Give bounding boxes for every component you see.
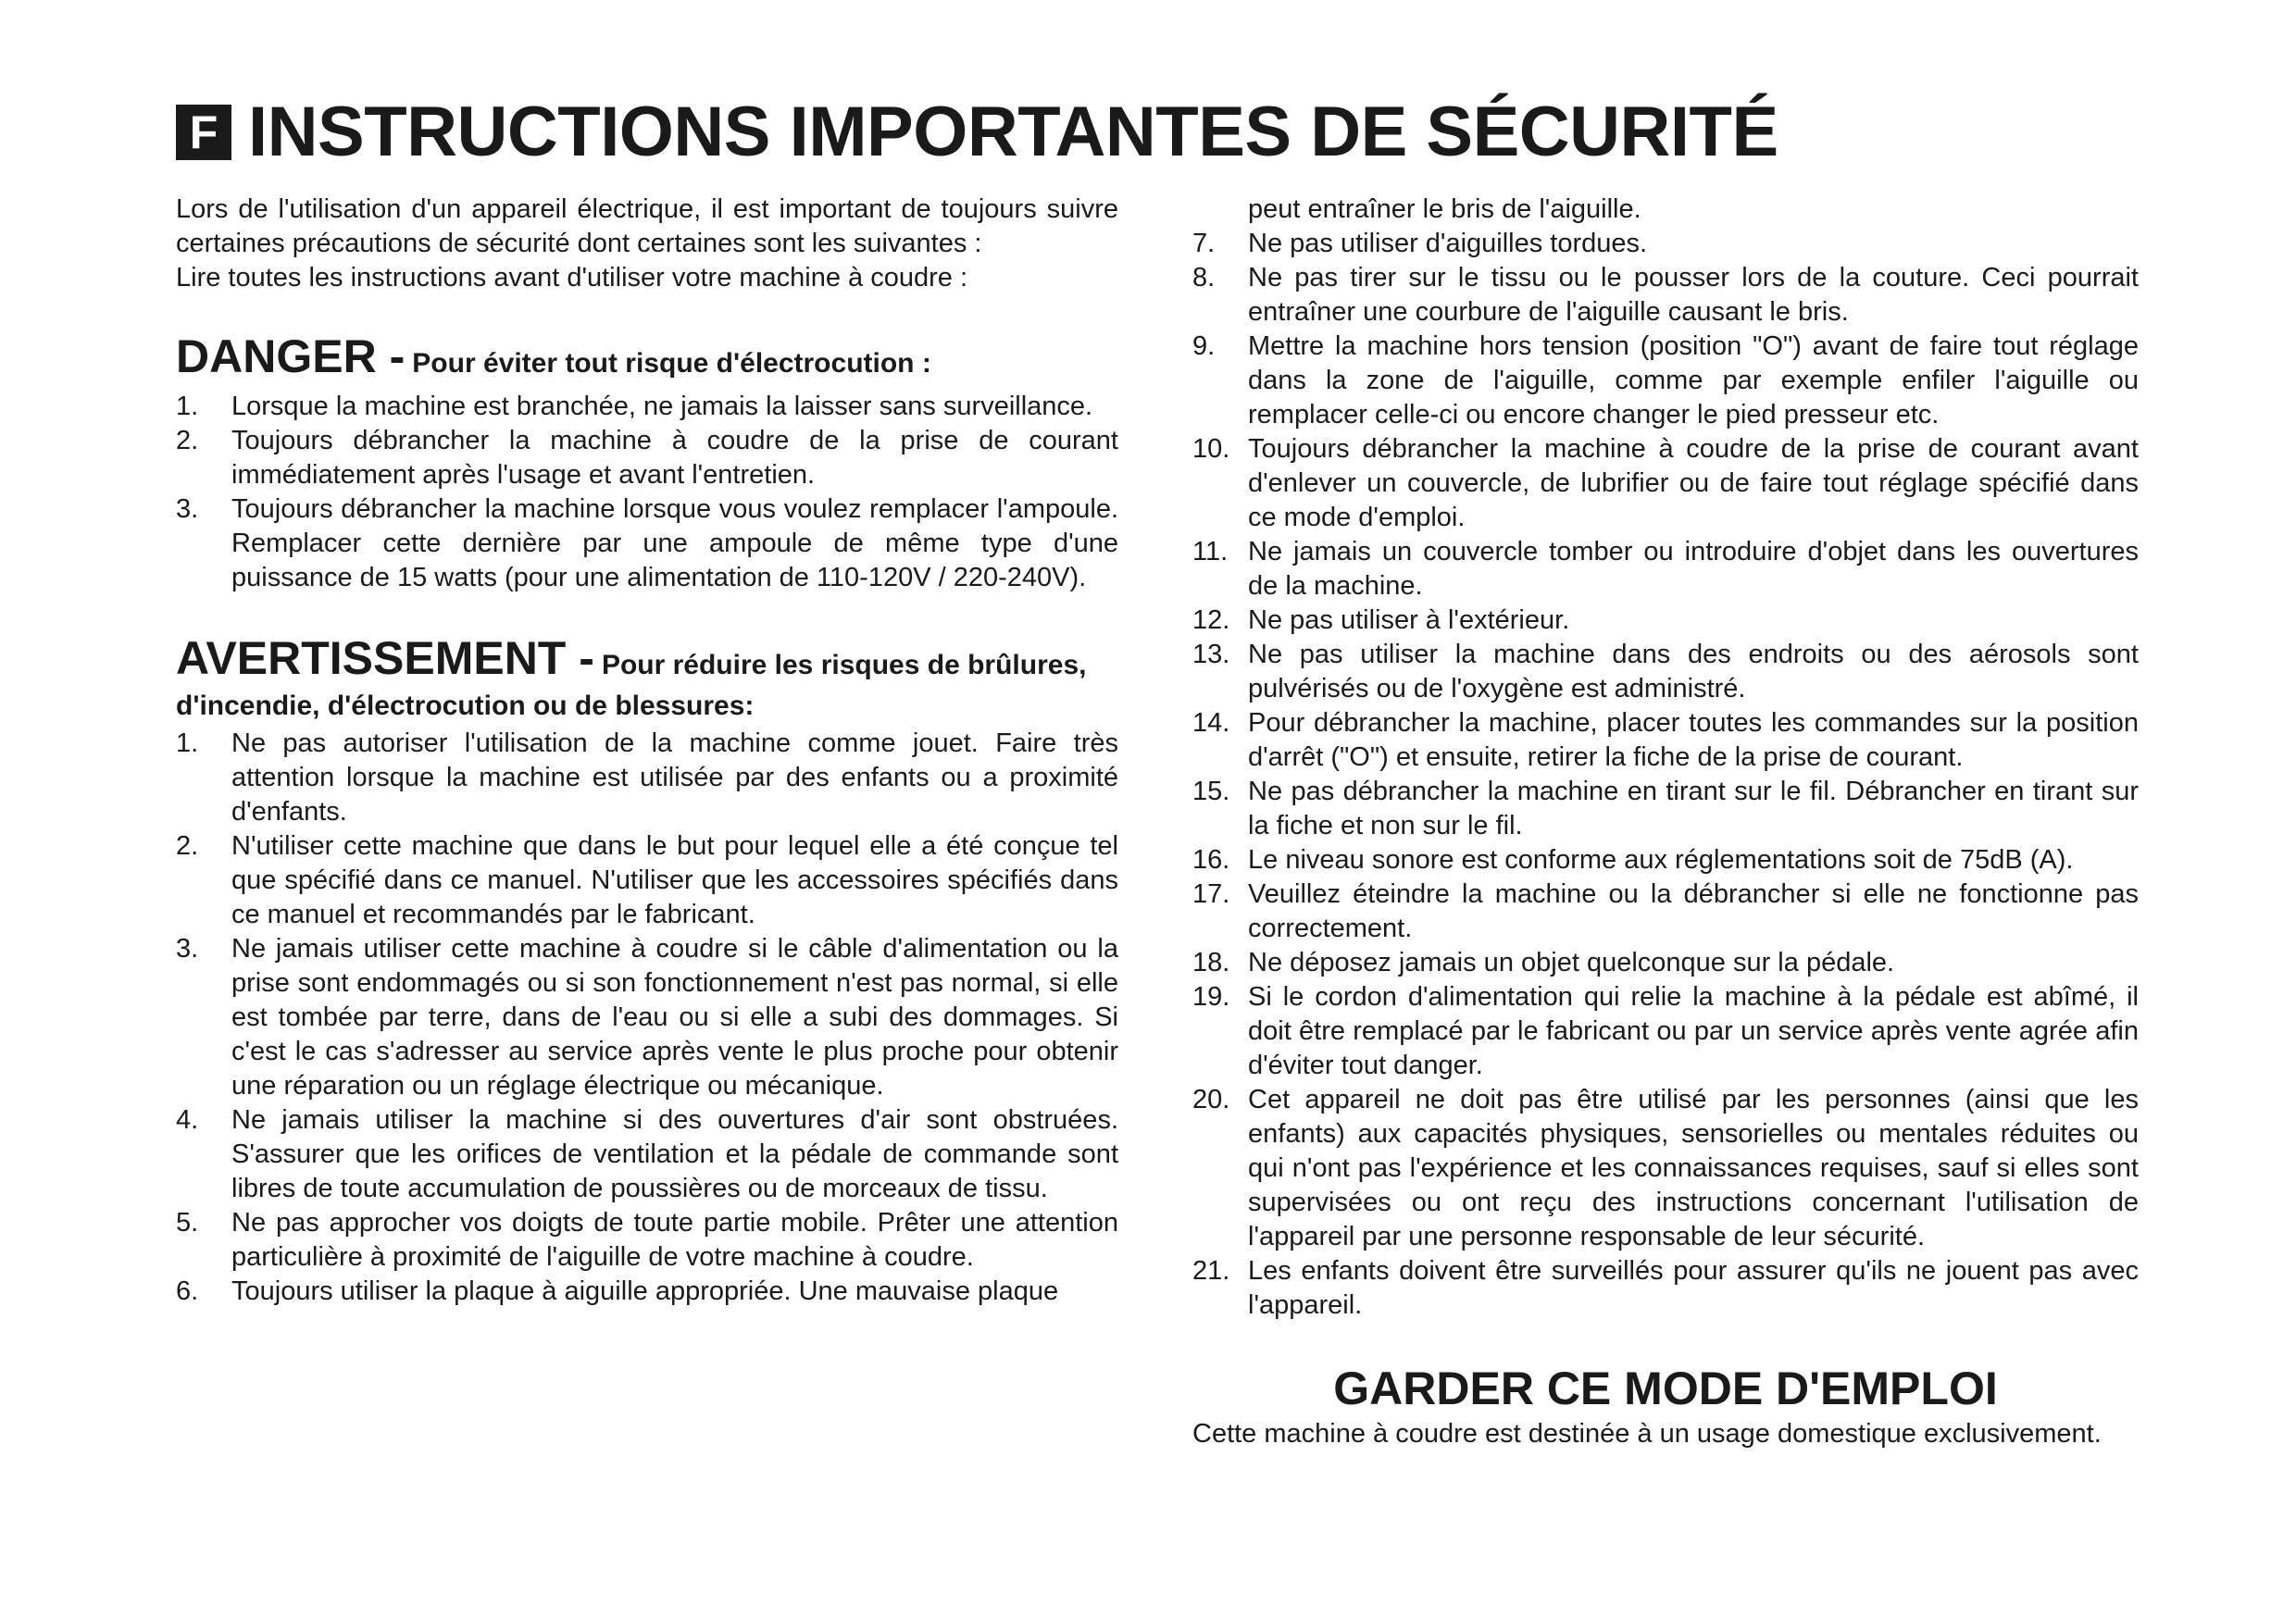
list-item [176,1275,1118,1309]
keep-manual-title: GARDER CE MODE D'EMPLOI [1333,1363,1998,1414]
item-text: Ne jamais utiliser cette machine à coudre si le câble d'alimentation ou la prise sont endommagés ou si son fonctionnement n'est pas normal, si elle est tombée par terre, dans de l'eau ou si elle a subi des dommages. Si c'est le cas s'adresser au service après vente le plus proche pour obtenir une réparation ou un réglage électrique ou mécanique. [231,934,1118,1101]
item-text: Ne pas utiliser d'aiguilles tordues. [1248,229,1648,258]
avertissement-list-continued [1192,227,2139,1323]
page-title: INSTRUCTIONS IMPORTANTES DE SÉCURITÉ [248,93,1778,171]
item-text: Ne pas débrancher la machine en tirant sur le fil. Débrancher en tirant sur la fiche et non sur le fil. [1248,777,2139,840]
danger-heading [176,330,1118,390]
list-item [1192,843,2139,877]
list-item [1192,877,2139,946]
list-item [1192,1254,2139,1323]
item-text: Toujours utiliser la plaque à aiguille appropriée. Une mauvaise plaque [231,1276,1059,1306]
list-item [176,390,1118,424]
danger-heading-label: DANGER - [176,330,406,382]
item-text: Veuillez éteindre la machine ou la débrancher si elle ne fonctionne pas correctement. [1248,879,2139,943]
list-item [1192,604,2139,638]
item-text: Cet appareil ne doit pas être utilisé par les personnes (ainsi que les enfants) aux capacités physiques, sensorielles ou mentales réduites ou qui n'ont pas l'expérience et les connaissances requises, sauf si elles sont supervisées ou ont reçu des instructions concernant l'utilisation de l'appareil par une personne responsable de leur sécurité. [1248,1085,2139,1251]
item-number: 1. [176,392,199,421]
item-text: Lorsque la machine est branchée, ne jamais la laisser sans surveillance. [231,392,1093,421]
item-number: 18. [1192,948,1230,977]
item-number: 2. [176,426,199,455]
item-text: Ne pas approcher vos doigts de toute partie mobile. Prêter une attention particulière à proximité de l'aiguille de votre machine à coudre. [231,1208,1118,1272]
list-item [1192,261,2139,330]
item-text: Ne jamais utiliser la machine si des ouvertures d'air sont obstruées. S'assurer que les orifices de ventilation et la pédale de commande sont libres de toute accumulation de poussières ou de morceaux de tissu. [231,1105,1118,1203]
list-item [1192,535,2139,604]
item-text: N'utiliser cette machine que dans le but pour lequel elle a été conçue tel que spécifié dans ce manuel. N'utiliser que les accessoires spécifiés dans ce manuel et recommandés par le fabricant. [231,831,1118,929]
item-number: 4. [176,1105,199,1135]
item-number: 1. [176,728,199,758]
item-number: 8. [1192,263,1216,292]
language-badge: F [176,105,231,160]
item-number: 16. [1192,845,1230,875]
item-number: 17. [1192,879,1230,909]
item-number: 15. [1192,777,1230,806]
danger-list [176,390,1118,595]
right-column [1192,193,2139,1451]
item-continuation: peut entraîner le bris de l'aiguille. [1248,194,1641,224]
item-text: Ne pas tirer sur le tissu ou le pousser lors de la couture. Ceci pourrait entraîner une courbure de l'aiguille causant le bris. [1248,263,2139,327]
item-text: Toujours débrancher la machine à coudre de la prise de courant avant d'enlever un couvercle, de lubrifier ou de faire tout réglage spécifié dans ce mode d'emploi. [1248,434,2139,532]
list-item [176,424,1118,492]
list-item [176,1103,1118,1206]
list-item [1192,227,2139,261]
list-item [1192,1083,2139,1254]
item-text: Pour débrancher la machine, placer toutes les commandes sur la position d'arrêt ("O") et ensuite, retirer la fiche de la prise de courant. [1248,708,2139,772]
item-number: 7. [1192,229,1216,258]
danger-subheading: Pour éviter tout risque d'électrocution : [412,348,931,379]
page-header [176,93,1778,171]
list-item [1192,638,2139,706]
item-number: 20. [1192,1085,1230,1114]
avertissement-heading [176,632,1118,727]
item-number: 3. [176,934,199,964]
avertissement-list [176,727,1118,1309]
item-number: 5. [176,1208,199,1238]
item-number: 19. [1192,982,1230,1012]
item-number: 12. [1192,605,1230,635]
list-item [1192,946,2139,980]
item-text: Ne pas autoriser l'utilisation de la machine comme jouet. Faire très attention lorsque la machine est utilisée par des enfants ou a proximité d'enfants. [231,728,1118,827]
item-number: 21. [1192,1256,1230,1286]
keep-manual-text: Cette machine à coudre est destinée à un usage domestique exclusivement. [1192,1419,2102,1449]
item-number: 10. [1192,434,1230,464]
avertissement-subheading: Pour réduire les risques de brûlures, d'incendie, d'électrocution ou de blessures: [176,650,1087,721]
intro-instruction: Lire toutes les instructions avant d'utiliser votre machine à coudre : [176,263,968,292]
item-number: 11. [1192,537,1229,566]
item-text: Si le cordon d'alimentation qui relie la machine à la pédale est abîmé, il doit être remplacé par le fabricant ou par un service après vente agrée afin d'éviter tout danger. [1248,982,2139,1080]
item-number: 2. [176,831,199,861]
list-item [176,492,1118,595]
item-number: 6. [176,1276,199,1306]
list-item [176,1206,1118,1275]
list-item [1192,775,2139,843]
list-item [1192,980,2139,1083]
item-text: Toujours débrancher la machine à coudre de la prise de courant immédiatement après l'usage et avant l'entretien. [231,426,1118,490]
item-text: Les enfants doivent être surveillés pour assurer qu'ils ne jouent pas avec l'appareil. [1248,1256,2139,1320]
item-number: 13. [1192,640,1230,669]
intro-paragraph: Lors de l'utilisation d'un appareil électrique, il est important de toujours suivre certaines précautions de sécurité dont certaines sont les suivantes : [176,194,1118,258]
list-item [176,727,1118,829]
list-item [176,932,1118,1103]
item-number: 9. [1192,331,1216,361]
list-item [1192,330,2139,432]
item-text: Toujours débrancher la machine lorsque vous voulez remplacer l'ampoule. Remplacer cette dernière par une ampoule de même type d'une puissance de 15 watts (pour une alimentation de 110-120V / 220-240V). [231,494,1118,592]
item-text: Le niveau sonore est conforme aux réglementations soit de 75dB (A). [1248,845,2074,875]
list-item [176,829,1118,932]
item-number: 14. [1192,708,1230,738]
item-text: Mettre la machine hors tension (position "O") avant de faire tout réglage dans la zone de l'aiguille, comme par exemple enfiler l'aiguille ou remplacer celle-ci ou encore changer le pied presseur etc. [1248,331,2139,429]
list-item [1192,706,2139,775]
item-text: Ne jamais un couvercle tomber ou introduire d'objet dans les ouvertures de la machine. [1248,537,2139,601]
item-text: Ne pas utiliser la machine dans des endroits ou des aérosols sont pulvérisés ou de l'oxygène est administré. [1248,640,2139,703]
item-number: 3. [176,494,199,524]
item-text: Ne pas utiliser à l'extérieur. [1248,605,1570,635]
avertissement-heading-label: AVERTISSEMENT - [176,632,594,684]
list-item [1192,432,2139,535]
item-text: Ne déposez jamais un objet quelconque sur la pédale. [1248,948,1895,977]
left-column [176,193,1118,1309]
